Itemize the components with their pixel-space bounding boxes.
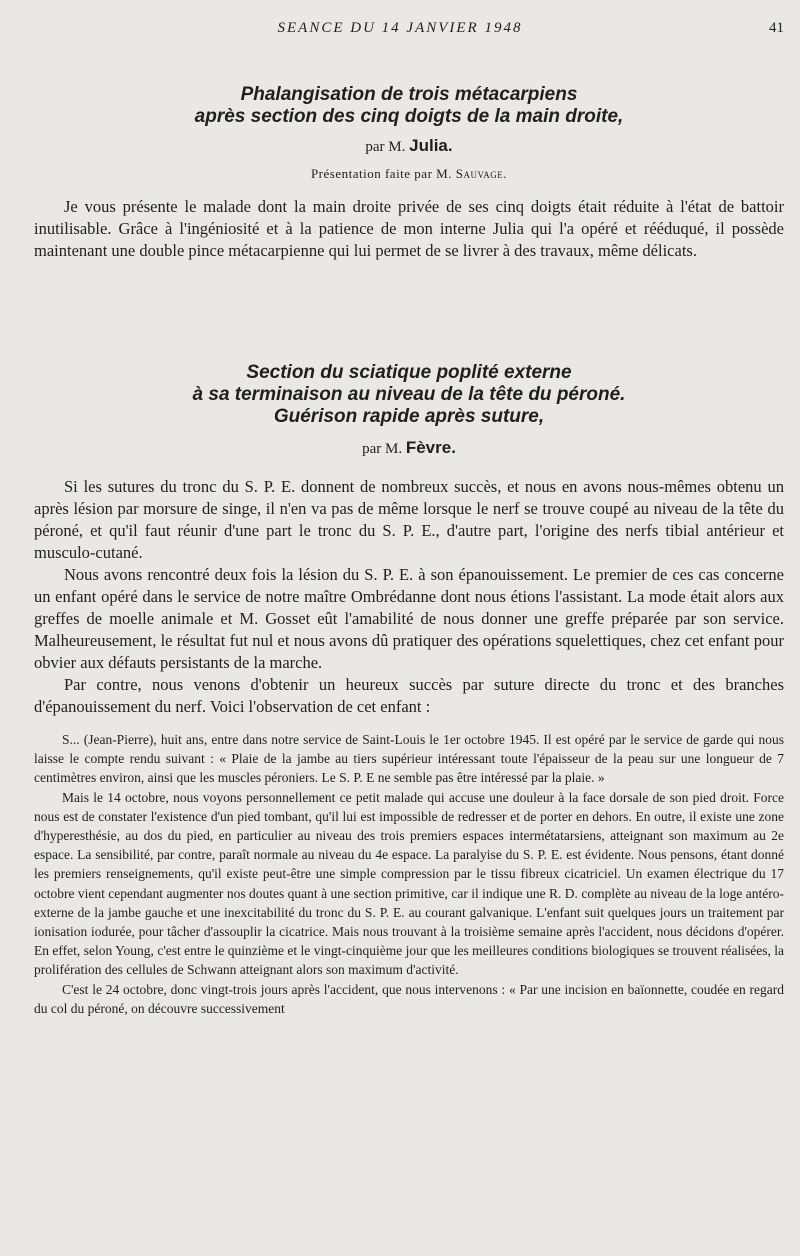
article-title <box>34 362 784 428</box>
running-header <box>0 20 800 42</box>
byline <box>34 438 784 458</box>
observation-paragraph: Mais le 14 octobre, nous voyons personnellement ce petit malade qui accuse une douleur à la face dorsale de son pied droit. Force nous est de constater l'existence d'un pied tombant, qu'il lui est impossible de redresser et de porter en dehors. En outre, il existe une zone d'hyperesthésie, au dos du pied, en particulier au niveau des trois premiers espaces intermétatarsiens, atteignant son maximum au 2e espace. La sensibilité, par contre, paraît normale au niveau du 4e espace. La paralyise du S. P. E. est évidente. Nous pensons, étant donné les premiers renseignements, qu'il existe peut-être une simple compression par le tissu fibreux cicatriciel. Un examen électrique du 17 octobre vient cependant augmenter nos doutes quant à une section primitive, car il indique une R. D. complète au niveau de la loge antéro-externe de la jambe gauche et une inexcitabilité du tronc du S. P. E. au courant galvanique. L'enfant suit quelques jours un traitement par ionisation iodurée, pour tâcher d'assouplir la cicatrice. Mais nous trouvant à la troisième semaine après l'accident, nous décidons d'opérer. En effet, selon Young, c'est entre le quinzième et le vingt-cinquième jour que les meilleures conditions biologiques se trouvent réalisées, la prolifération des cellules de Schwann atteignant alors son maximum d'activité. <box>34 789 784 978</box>
body-paragraph: Je vous présente le malade dont la main droite privée de ses cinq doigts était réduite à l'état de battoir inutilisable. Grâce à l'ingéniosité et à la patience de mon interne Julia qui l'a opéré et rééduqué, il possède maintenant une double pince métacarpienne qui lui permet de se livrer à des travaux, même délicats. <box>34 197 784 260</box>
presentation-prefix: Présentation faite par M. <box>310 166 452 181</box>
article-title-line: à sa terminaison au niveau de la tête du péroné. <box>192 384 626 405</box>
observation-paragraph: C'est le 24 octobre, donc vingt-trois jours après l'accident, que nous intervenons : « Par une incision en baïonnette, coudée en regard du col du péroné, on découvre successivement <box>34 981 784 1016</box>
article-title-line: Phalangisation de trois métacarpiens <box>240 84 578 105</box>
author-name: Fèvre. <box>405 438 456 457</box>
article-body <box>34 476 784 718</box>
page-number: 41 <box>769 20 784 36</box>
byline <box>34 136 784 156</box>
article-title-line: Guérison rapide après suture, <box>273 406 545 427</box>
byline-prefix: par M. <box>365 139 406 155</box>
observation-paragraph: S... (Jean-Pierre), huit ans, entre dans notre service de Saint-Louis le 1er octobre 1945. Il est opéré par le service de garde qui nous laisse le compte rendu suivant : « Plaie de la jambe au tiers supérieur intéressant toute l'épaisseur de la peau sur une longueur de 7 centimètres environ, ainsi que les muscles péroniers. Le S. P. E ne semble pas être intéressé par la plaie. » <box>34 732 784 786</box>
author-name: Julia. <box>409 136 453 155</box>
presentation-note <box>34 166 784 182</box>
body-paragraph: Par contre, nous venons d'obtenir un heureux succès par suture directe du tronc et des branches d'épanouissement du nerf. Voici l'observation de cet enfant : <box>34 675 784 716</box>
presenter-name: Sauvage. <box>455 166 508 181</box>
running-title: SEANCE DU 14 JANVIER 1948 <box>277 20 523 36</box>
byline-prefix: par M. <box>362 441 403 457</box>
article-title-line: Section du sciatique poplité externe <box>246 362 572 383</box>
article-title <box>34 84 784 128</box>
article-title-line: après section des cinq doigts de la main droite, <box>194 106 624 127</box>
case-observation <box>34 730 784 1018</box>
body-paragraph: Nous avons rencontré deux fois la lésion du S. P. E. à son épanouissement. Le premier de ces cas concerne un enfant opéré dans le service de notre maître Ombrédanne dont nous étions l'assistant. La mode était alors aux greffes de moelle animale et M. Gosset eût l'amabilité de nous donner une greffe préparée par son service. Malheureusement, le résultat fut nul et nous avons dû pratiquer des opérations squelettiques, chez cet enfant pour obvier aux défauts persistants de la marche. <box>34 565 784 672</box>
article-julia <box>34 84 784 262</box>
article-fevre <box>34 362 784 1018</box>
body-paragraph: Si les sutures du tronc du S. P. E. donnent de nombreux succès, et nous en avons nous-mêmes obtenu un après lésion par morsure de singe, il n'en va pas de même lorsque le nerf se trouve coupé au niveau de la tête du péroné, et qu'il faut réunir d'une part le tronc du S. P. E., d'autre part, l'origine des nerfs tibial antérieur et musculo-cutané. <box>34 477 784 562</box>
